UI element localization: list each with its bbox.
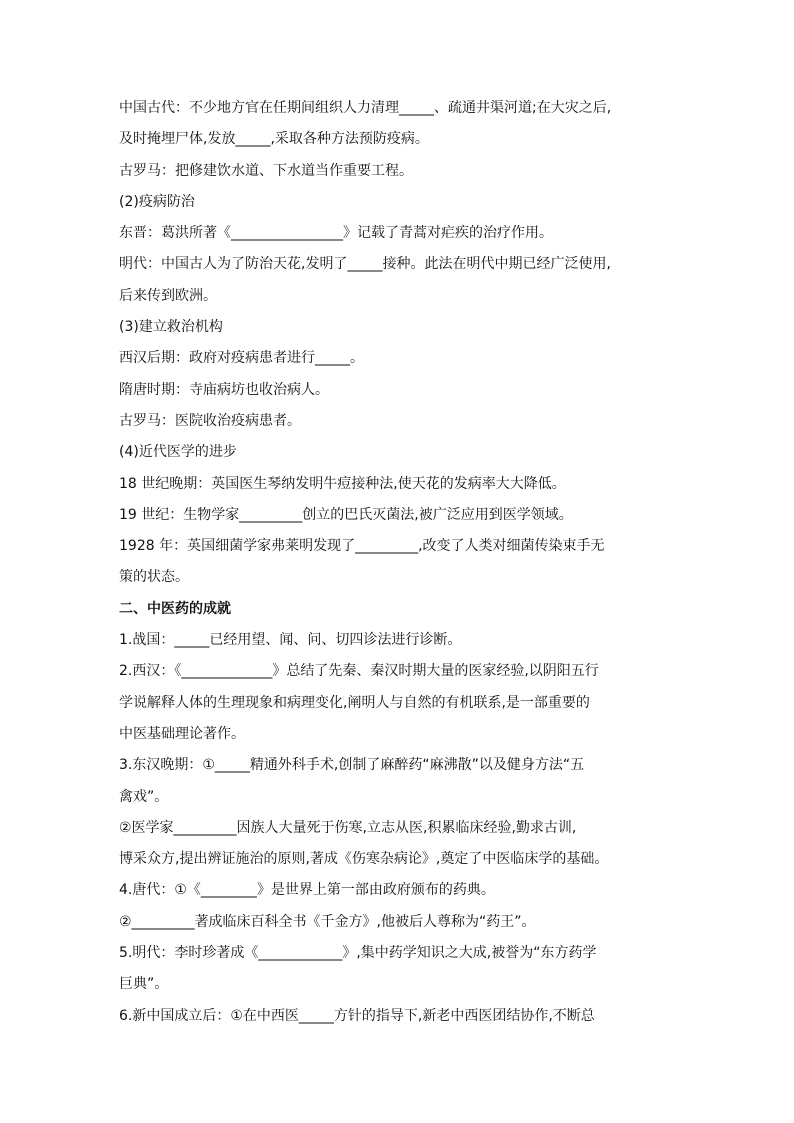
text-line: 及时掩埋尸体,发放_____,采取各种方法预防疫病。: [119, 131, 429, 148]
text-line: 1928 年：英国细菌学家弗莱明发现了_________,改变了人类对细菌传染束手无: [119, 538, 605, 555]
text-line: 18 世纪晚期：英国医生琴纳发明牛痘接种法,使天花的发病率大大降低。: [119, 475, 566, 492]
text-line: 19 世纪：生物学家_________创立的巴氏灭菌法,被广泛应用到医学领域。: [119, 506, 573, 523]
text-line: 2.西汉：《_____________》总结了先秦、秦汉时期大量的医家经验,以阴阳五行: [119, 663, 599, 680]
text-line: ②医学家_________因族人大量死于伤寒,立志从医,积累临床经验,勤求古训,: [119, 819, 577, 836]
text-line: 巨典”。: [119, 976, 169, 993]
text-line: (4)近代医学的进步: [119, 444, 237, 461]
text-line: 6.新中国成立后：①在中西医_____方针的指导下,新老中西医团结协作,不断总: [119, 1007, 595, 1024]
text-line: (3)建立救治机构: [119, 319, 223, 336]
text-line: 中国古代：不少地方官在任期间组织人力清理_____、疏通井渠河道;在大灾之后,: [119, 100, 612, 116]
text-line: 3.东汉晚期：①_____精通外科手术,创制了麻醉药“麻沸散”以及健身方法“五: [119, 757, 585, 774]
text-line: 博采众方,提出辨证施治的原则,著成《伤寒杂病论》,奠定了中医临床学的基础。: [119, 851, 609, 868]
text-line: 明代：中国古人为了防治天花,发明了_____接种。此法在明代中期已经广泛使用,: [119, 256, 611, 273]
text-line: 4.唐代：①《________》是世界上第一部由政府颁布的药典。: [119, 882, 495, 899]
text-line: (2)疫病防治: [119, 193, 195, 210]
text-line: 西汉后期：政府对疫病患者进行_____。: [119, 350, 364, 367]
text-line: 东晋：葛洪所著《________________》记载了青蒿对疟疾的治疗作用。: [119, 225, 553, 242]
text-line: 中医基础理论著作。: [119, 725, 245, 742]
text-line: ②_________著成临床百科全书《千金方》,他被后人尊称为“药王”。: [119, 913, 536, 930]
text-line: 学说解释人体的生理现象和病理变化,阐明人与自然的有机联系,是一部重要的: [119, 694, 590, 711]
text-line: 策的状态。: [119, 569, 189, 586]
text-line: 5.明代：李时珍著成《____________》,集中药学知识之大成,被誉为“东方药学: [119, 945, 597, 962]
section-heading: 二、中医药的成就: [119, 600, 231, 617]
text-line: 隋唐时期：寺庙病坊也收治病人。: [119, 381, 329, 398]
text-line: 后来传到欧洲。: [119, 287, 217, 304]
document-body: [119, 93, 679, 1032]
text-line: 禽戏”。: [119, 788, 169, 805]
text-line: 古罗马：把修建饮水道、下水道当作重要工程。: [119, 162, 413, 179]
text-line: 1.战国：_____已经用望、闻、问、切四诊法进行诊断。: [119, 632, 462, 649]
text-line: 古罗马：医院收治疫病患者。: [119, 412, 301, 429]
